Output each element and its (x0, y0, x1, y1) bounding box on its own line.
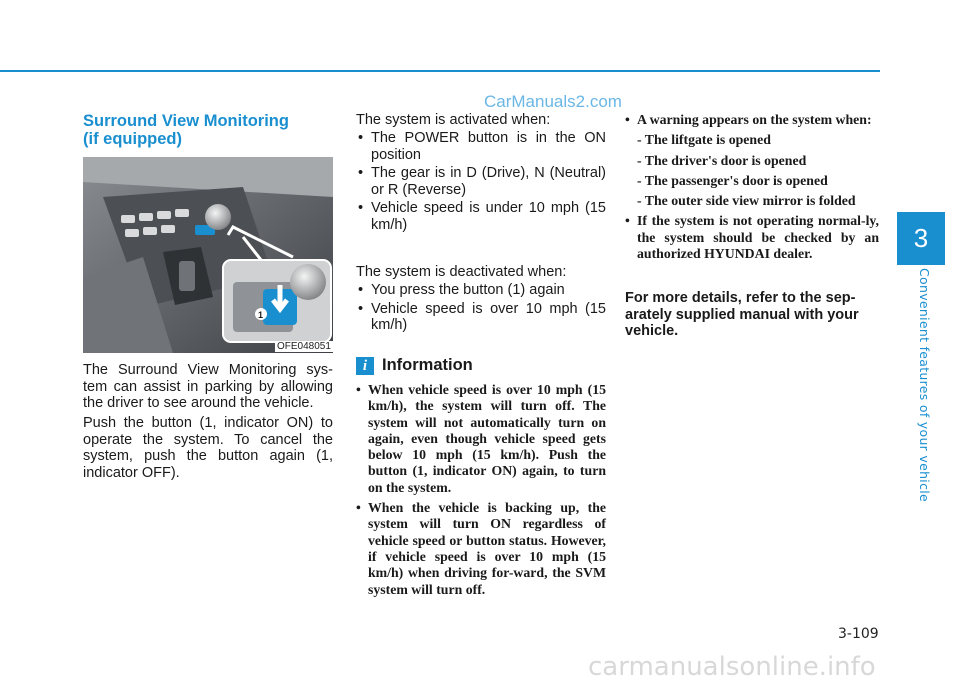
console-photo (83, 157, 333, 353)
information-title: Information (382, 356, 473, 374)
activated-heading: The system is activated when: (356, 112, 551, 128)
list-item: • Vehicle speed is over 10 mph (15 km/h) (356, 301, 606, 334)
page-number: 3-109 (838, 626, 879, 642)
callout-number: 1 (258, 310, 264, 320)
more-details: For more details, refer to the sep-arately supplied manual with your vehicle. (625, 290, 859, 339)
figure-code: OFE048051 (277, 341, 331, 352)
sub-item: - The driver's door is opened (637, 152, 807, 168)
sub-item: - The outer side view mirror is folded (637, 193, 856, 209)
chapter-tab: 3 (897, 212, 945, 265)
watermark-bottom[interactable]: carmanualsonline.info (588, 652, 876, 682)
warning-intro: A warning appears on the system when: (637, 112, 872, 127)
watermark-top[interactable]: CarManuals2.com (484, 92, 622, 111)
info-icon: i (356, 357, 374, 375)
list-item: • You press the button (1) again (356, 282, 606, 299)
chapter-title (917, 268, 939, 503)
list-item: • The POWER button is in the ON position (356, 130, 606, 163)
list-item: • Vehicle speed is under 10 mph (15 km/h) (356, 200, 606, 233)
list-item: • The gear is in D (Drive), N (Neutral) or R (Reverse) (356, 165, 606, 198)
chapter-title-text: Convenient features of your vehicle (917, 268, 932, 503)
information-list (356, 382, 606, 602)
section-title (83, 112, 333, 148)
list-item (625, 112, 879, 209)
section-title-line2: (if equipped) (83, 130, 182, 148)
section-title-line1: Surround View Monitoring (83, 112, 289, 130)
console-illustration (83, 157, 333, 353)
deactivated-heading: The system is deactivated when: (356, 264, 567, 280)
sub-item: - The liftgate is opened (637, 132, 771, 148)
warning-list (625, 112, 879, 266)
list-item: • When vehicle speed is over 10 mph (15 km/h), the system will turn off. The system will not automatically turn on again, even though vehicle speed gets below 10 mph (15 km/h). Push the button (1, indicator ON) again, to turn on the system. (356, 382, 606, 496)
list-item: • When the vehicle is backing up, the system will turn ON regardless of vehicle speed or button status. However, if vehicle speed is over 10 mph (15 km/h) when driving for-ward, the SVM system will turn off. (356, 500, 606, 598)
information-header (356, 356, 606, 378)
header-rule (0, 70, 880, 72)
sub-item: - The passenger's door is opened (637, 172, 828, 188)
intro-paragraph: The Surround View Monitoring sys-tem can assist in parking by allowing the driver to see around the vehicle. (83, 362, 333, 411)
list-item: • If the system is not operating normal-ly, the system should be checked by an authorized HYUNDAI dealer. (625, 213, 879, 262)
activated-list (356, 130, 606, 235)
operation-paragraph: Push the button (1, indicator ON) to operate the system. To cancel the system, push the button again (1, indicator OFF). (83, 415, 333, 481)
deactivated-list (356, 282, 606, 336)
